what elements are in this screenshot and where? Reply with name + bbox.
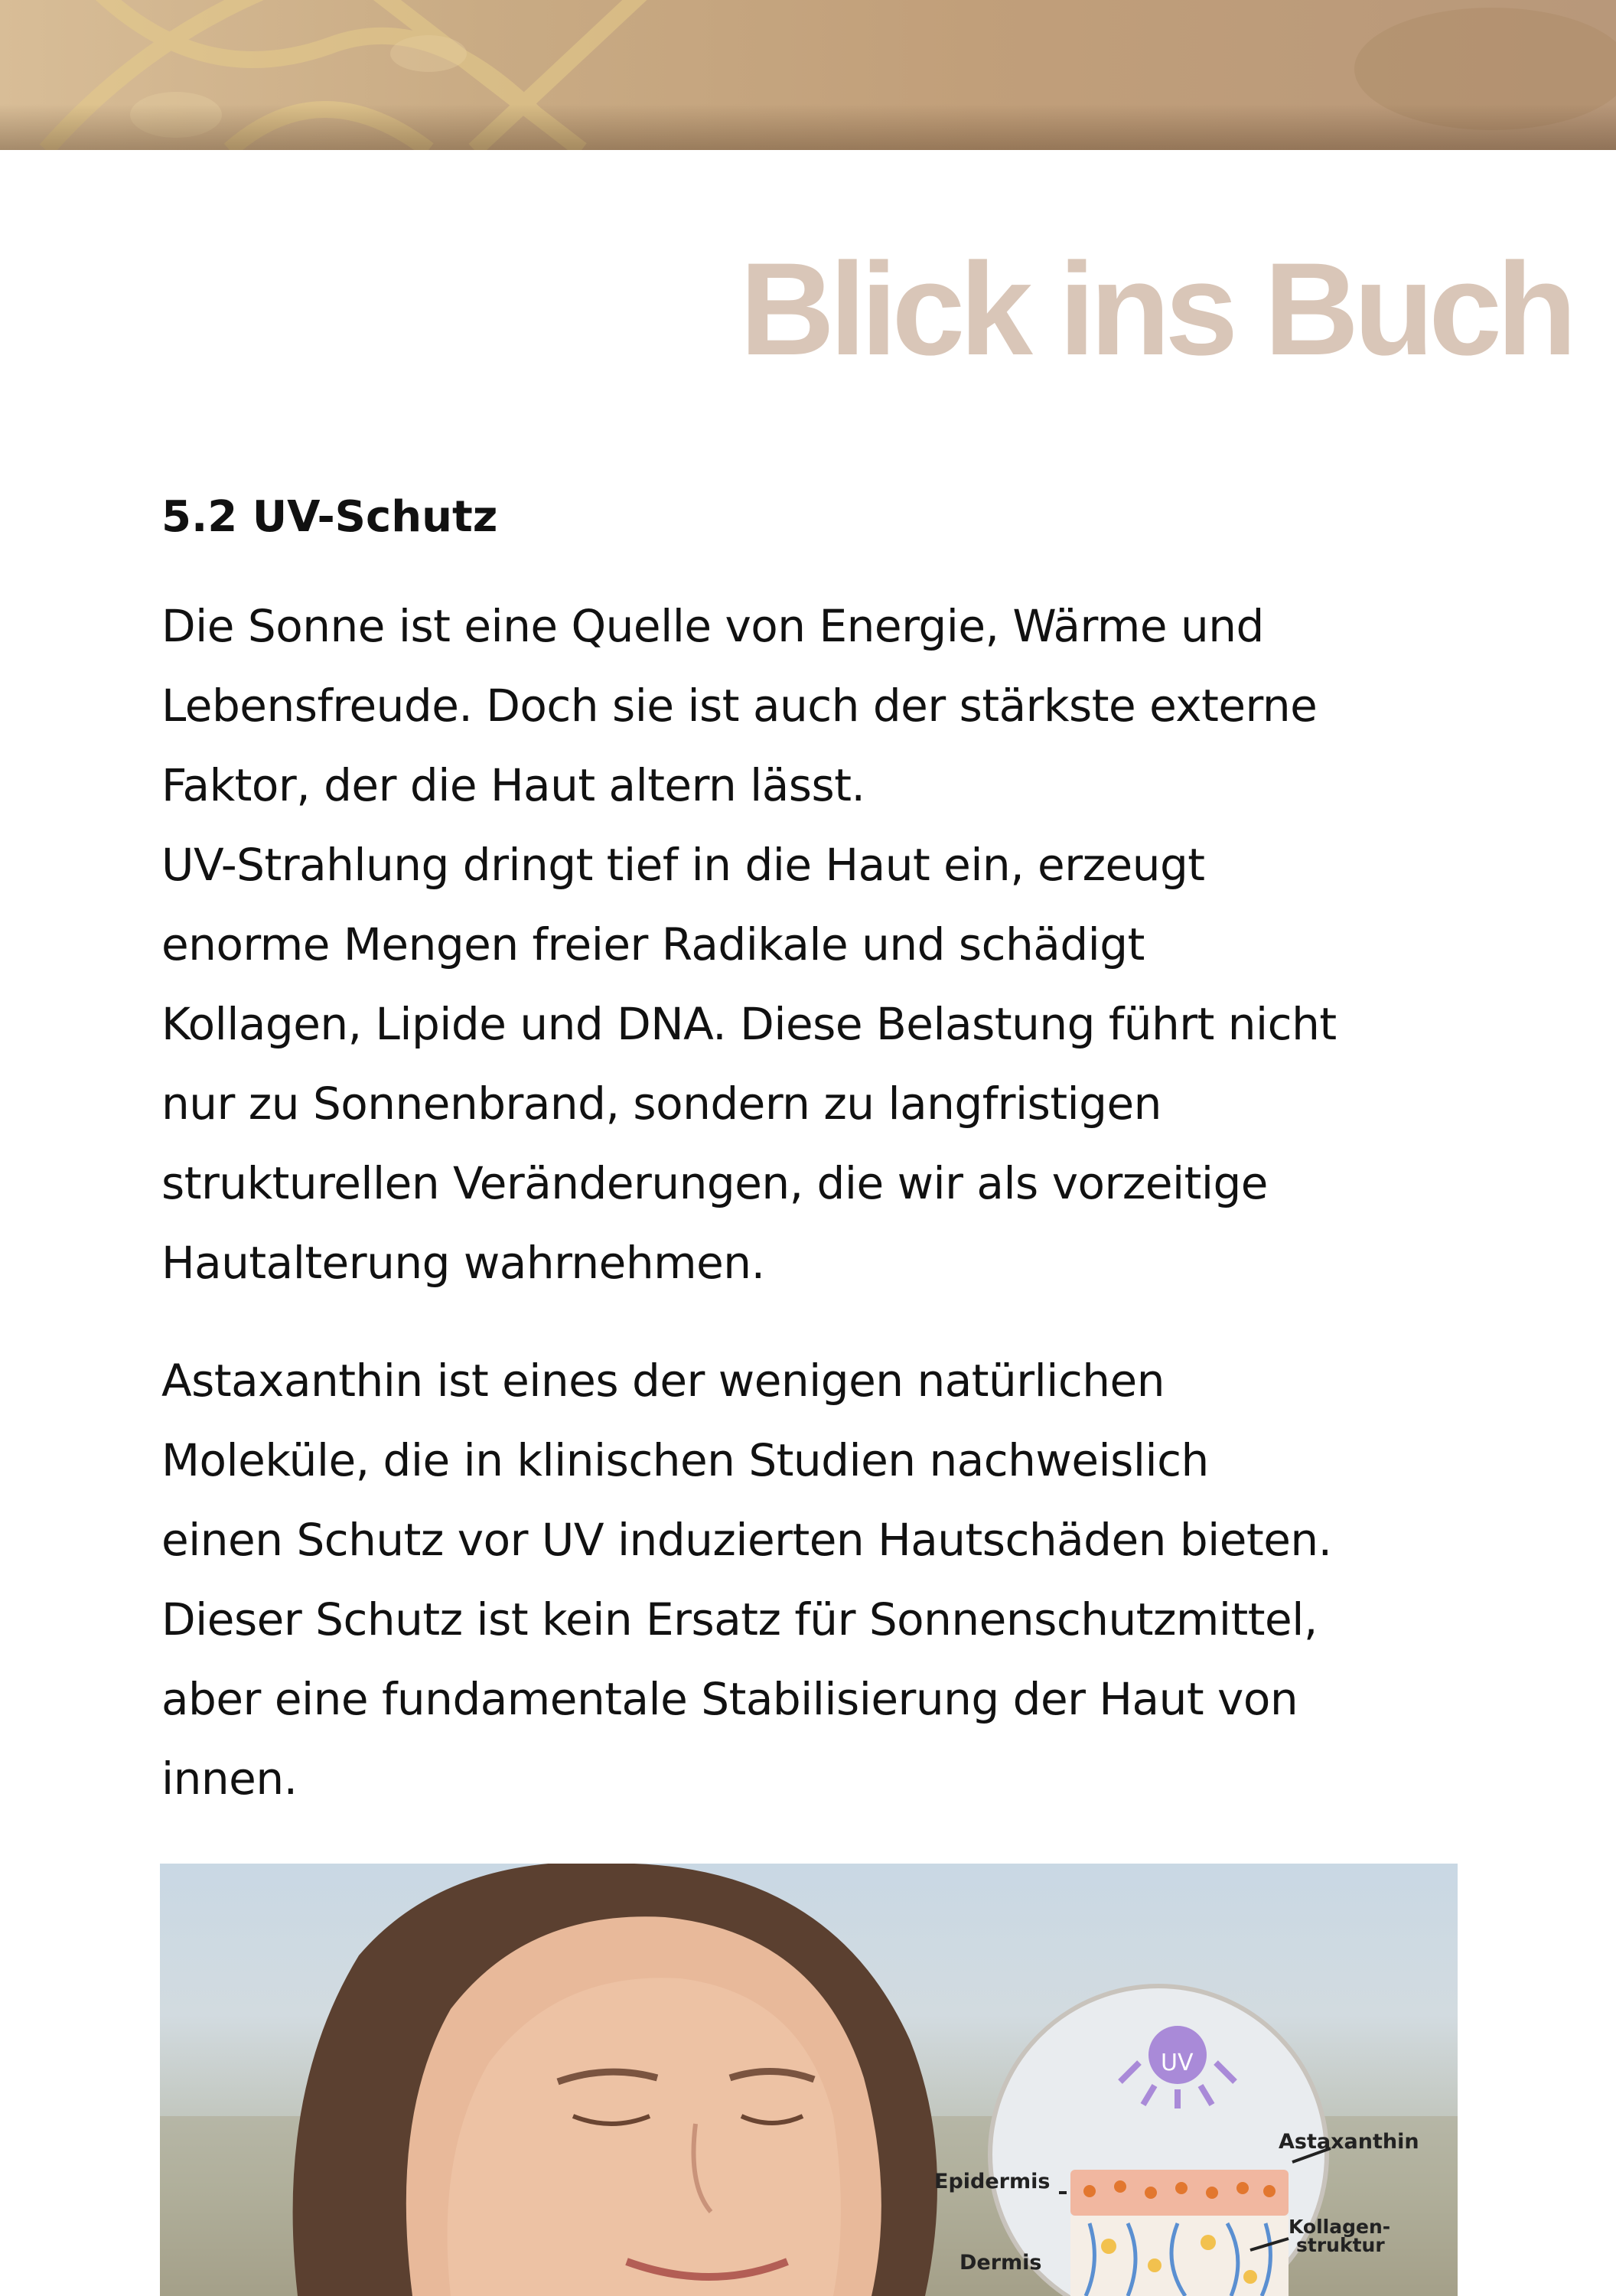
text-line: UV-Strahlung dringt tief in die Haut ein, erzeugt	[161, 839, 1205, 891]
kollagen-label-line-2: struktur	[1296, 2234, 1385, 2256]
woman-face-illustration	[160, 1864, 1458, 2296]
page-title: Blick ins Buch	[739, 236, 1572, 383]
uv-label: UV	[1161, 2050, 1194, 2076]
text-line: Astaxanthin ist eines der wenigen natürlichen	[161, 1355, 1165, 1407]
text-line: Kollagen, Lipide und DNA. Diese Belastung führt nicht	[161, 998, 1337, 1050]
text-line: enorme Mengen freier Radikale und schädigt	[161, 918, 1145, 970]
dermis-label: Dermis	[960, 2251, 1042, 2275]
kollagen-label-line-1: Kollagen-	[1289, 2216, 1391, 2238]
paragraph-uv-radiation	[161, 586, 1462, 1303]
text-line: strukturellen Veränderungen, die wir als vorzeitige	[161, 1157, 1268, 1209]
text-line: Faktor, der die Haut altern lässt.	[161, 759, 865, 811]
astaxanthin-label: Astaxanthin	[1279, 2130, 1419, 2154]
banner-pattern	[0, 0, 1616, 150]
text-line: nur zu Sonnenbrand, sondern zu langfristigen	[161, 1078, 1162, 1130]
text-line: innen.	[161, 1753, 298, 1805]
epidermis-label: Epidermis	[934, 2170, 1051, 2193]
paragraph-astaxanthin	[161, 1341, 1462, 1818]
book-excerpt	[161, 490, 1462, 1818]
text-line: Lebensfreude. Doch sie ist auch der stärkste externe	[161, 680, 1318, 732]
text-line: Hautalterung wahrnehmen.	[161, 1237, 765, 1289]
text-line: Dieser Schutz ist kein Ersatz für Sonnenschutzmittel,	[161, 1593, 1318, 1645]
text-line: einen Schutz vor UV induzierten Hautschäden bieten.	[161, 1514, 1332, 1566]
illustration-photo	[160, 1864, 1458, 2296]
decorative-banner	[0, 0, 1616, 150]
text-line: Die Sonne ist eine Quelle von Energie, Wärme und	[161, 600, 1264, 652]
section-heading: 5.2 UV-Schutz	[161, 492, 498, 542]
text-line: Moleküle, die in klinischen Studien nachweislich	[161, 1434, 1209, 1486]
text-line: aber eine fundamentale Stabilisierung der Haut von	[161, 1673, 1298, 1725]
